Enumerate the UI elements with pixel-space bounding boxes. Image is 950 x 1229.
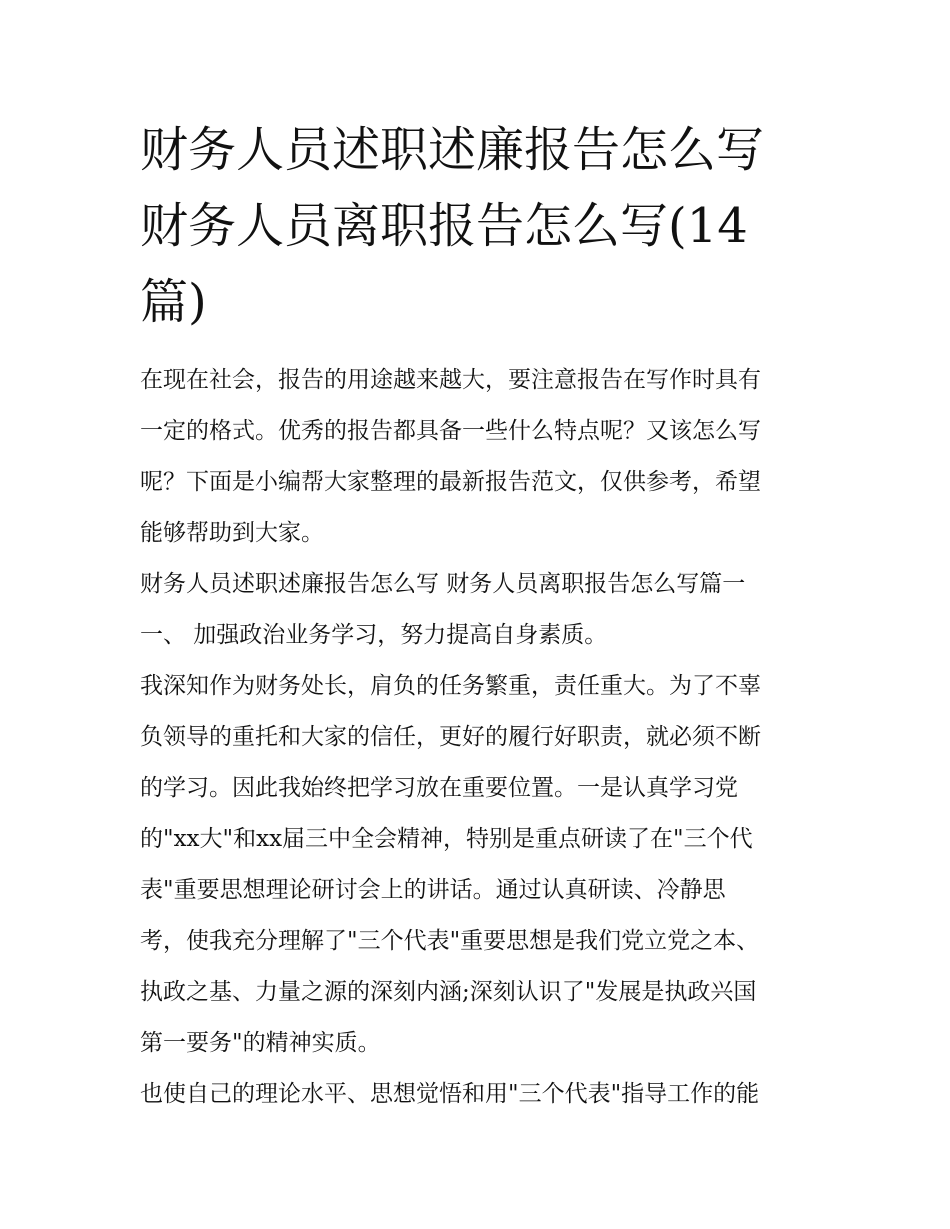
body-line: 的学习。因此我始终把学习放在重要位置。一是认真学习党 (140, 775, 738, 801)
title-line-1: 财务人员述职述廉报告怎么写 (140, 122, 765, 178)
body-line: 呢？下面是小编帮大家整理的最新报告范文，仅供参考，希望 (140, 469, 761, 495)
subsection-heading: 一、 加强政治业务学习，努力提高自身素质。 (140, 622, 608, 648)
document-body (140, 355, 820, 1120)
body-line: 执政之基、力量之源的深刻内涵;深刻认识了"发展是执政兴国 (140, 979, 757, 1005)
body-line: 也使自己的理论水平、思想觉悟和用"三个代表"指导工作的能 (140, 1081, 760, 1107)
document-page (140, 112, 820, 1120)
title-line-2: 财务人员离职报告怎么写(14 (140, 198, 748, 254)
body-line: 的"xx大"和xx届三中全会精神，特别是重点研读了在"三个代 (140, 826, 753, 852)
body-line: 表"重要思想理论研讨会上的讲话。通过认真研读、冷静思 (140, 877, 726, 903)
title-line-3: 篇) (140, 274, 207, 330)
body-line: 在现在社会，报告的用途越来越大，要注意报告在写作时具有 (140, 367, 761, 393)
body-line: 我深知作为财务处长，肩负的任务繁重，责任重大。为了不辜 (140, 673, 761, 699)
body-line: 能够帮助到大家。 (140, 520, 324, 546)
section-heading: 财务人员述职述廉报告怎么写 财务人员离职报告怎么写篇一 (140, 571, 746, 597)
body-line: 考，使我充分理解了"三个代表"重要思想是我们党立党之本、 (140, 928, 760, 954)
document-title (140, 112, 820, 340)
body-line: 第一要务"的精神实质。 (140, 1030, 381, 1056)
body-line: 一定的格式。优秀的报告都具备一些什么特点呢？又该怎么写 (140, 418, 761, 444)
body-line: 负领导的重托和大家的信任，更好的履行好职责，就必须不断 (140, 724, 761, 750)
